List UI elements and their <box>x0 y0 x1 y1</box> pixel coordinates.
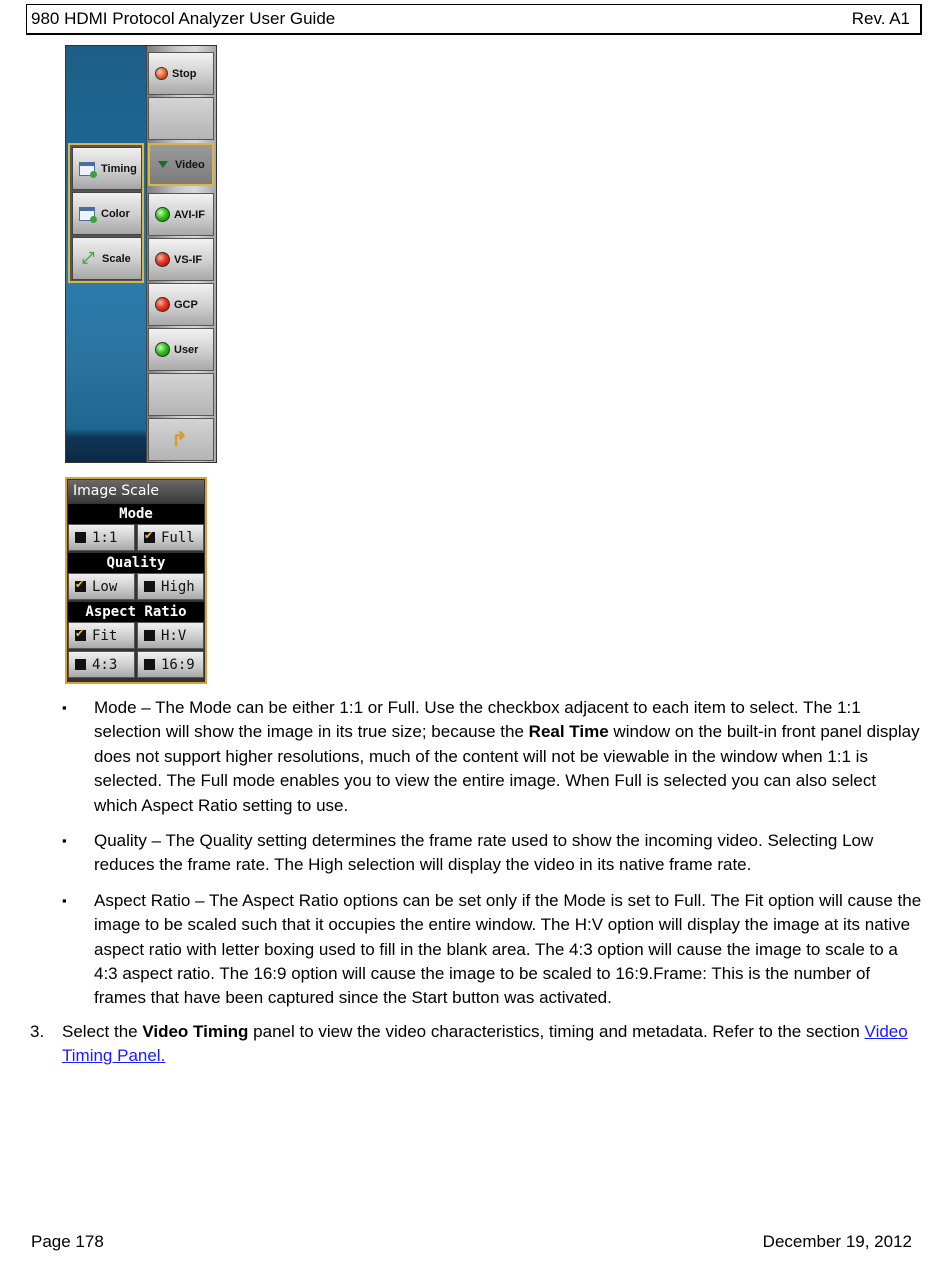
checkbox-icon[interactable] <box>75 532 86 543</box>
timing-button[interactable] <box>72 147 142 190</box>
left-panel-group <box>68 143 144 283</box>
bullet-aspect-ratio: ▪ Aspect Ratio – The Aspect Ratio options can be set only if the Mode is set to Full. The Fit option will cause the image to be scaled such that it occupies the entire window. The H:V option will display the image at its native aspect ratio with letter boxing used to fill in the blank area. The 4:3 option will cause the image to scale to a 4:3 aspect ratio. The 16:9 option will cause the image to be scaled to 16:9.Frame: This is the number of frames that have been captured since the Start button was activated. <box>62 890 922 1008</box>
color-button[interactable] <box>72 192 142 235</box>
scale-label: Scale <box>102 252 131 265</box>
checked-checkbox-icon[interactable] <box>75 581 86 592</box>
stop-icon <box>155 67 168 80</box>
bullet-marker: ▪ <box>62 700 67 715</box>
checkbox-icon[interactable] <box>75 659 86 670</box>
vs-if-button[interactable] <box>148 238 214 281</box>
gcp-button[interactable] <box>148 283 214 326</box>
aspect-4-3-option[interactable]: 4:3 <box>68 651 135 678</box>
mode-heading: Mode <box>68 504 204 524</box>
scale-button[interactable] <box>72 237 142 280</box>
red-status-icon <box>155 297 170 312</box>
bullet-marker: ▪ <box>62 833 67 849</box>
blank-button <box>148 373 214 416</box>
front-panel-screenshot <box>65 45 217 463</box>
window-icon <box>79 162 95 176</box>
stop-label: Stop <box>172 67 197 80</box>
bullet-term: Quality <box>94 831 147 851</box>
window-icon <box>79 207 95 221</box>
image-scale-panel <box>65 477 207 684</box>
avi-if-label: AVI-IF <box>174 208 205 221</box>
checkbox-icon[interactable] <box>144 659 155 670</box>
user-label: User <box>174 343 199 356</box>
aspect-fit-option[interactable]: ✔ Fit <box>68 622 135 649</box>
checked-checkbox-icon[interactable] <box>75 630 86 641</box>
stop-button[interactable] <box>148 52 214 95</box>
quality-heading: Quality <box>68 553 204 573</box>
quality-low-option[interactable]: ✔ Low <box>68 573 135 600</box>
vs-if-label: VS-IF <box>174 253 203 266</box>
blank-button <box>148 97 214 140</box>
quality-high-option[interactable]: High <box>137 573 204 600</box>
timing-label: Timing <box>101 162 137 175</box>
mode-1-1-option[interactable]: 1:1 <box>68 524 135 551</box>
video-button[interactable] <box>148 143 214 186</box>
checked-checkbox-icon[interactable] <box>144 532 155 543</box>
aspect-hv-option[interactable]: H:V <box>137 622 204 649</box>
image-scale-title: Image Scale <box>68 480 204 503</box>
bold-term: Real Time <box>528 722 609 742</box>
back-arrow-icon: ↱ <box>171 429 188 451</box>
green-status-icon <box>155 342 170 357</box>
scale-icon: ⤢ <box>81 249 95 267</box>
color-label: Color <box>101 207 130 220</box>
aspect-ratio-heading: Aspect Ratio <box>68 602 204 622</box>
step-number: 3. <box>30 1022 45 1041</box>
bold-term: Video Timing <box>142 1022 249 1041</box>
document-title: 980 HDMI Protocol Analyzer User Guide <box>31 9 336 28</box>
aspect-16-9-option[interactable]: 16:9 <box>137 651 204 678</box>
video-timing-panel-link[interactable]: Video Timing Panel <box>62 1022 908 1066</box>
red-status-icon <box>155 252 170 267</box>
document-date: December 19, 2012 <box>762 1232 912 1251</box>
back-button[interactable] <box>148 418 214 461</box>
mode-full-option[interactable]: ✔ Full <box>137 524 204 551</box>
checkbox-icon[interactable] <box>144 630 155 641</box>
triangle-down-icon <box>158 161 168 168</box>
checkbox-icon[interactable] <box>144 581 155 592</box>
video-label: Video <box>175 158 205 171</box>
page-header <box>26 4 922 35</box>
page-number: Page 178 <box>31 1232 104 1251</box>
revision-label: Rev. A1 <box>851 9 910 28</box>
user-button[interactable] <box>148 328 214 371</box>
avi-if-button[interactable] <box>148 193 214 236</box>
bullet-quality: ▪ Quality – The Quality setting determines the frame rate used to show the incoming video. Selecting Low reduces the frame rate. The High selection will display the video in its native frame rate. <box>62 831 874 875</box>
step-3: 3. Select the Video Timing panel to view the video characteristics, timing and metadata. Refer to the section Video Timing Panel. <box>30 1022 908 1066</box>
green-status-icon <box>155 207 170 222</box>
bullet-term: Aspect Ratio <box>94 890 191 910</box>
bullet-mode: ▪ Mode – The Mode can be either 1:1 or Full. Use the checkbox adjacent to each item to select. The 1:1 selection will show the image in its true size; because the Real Time window on the built-in front panel display does not support higher resolutions, much of the content will not be viewable in the window when 1:1 is selected. The Full mode enables you to view the entire image. When Full is selected you can also select which Aspect Ratio setting to use. <box>62 698 920 815</box>
bullet-marker: ▪ <box>62 892 67 908</box>
gcp-label: GCP <box>174 298 198 311</box>
bullet-term: Mode <box>94 698 137 717</box>
option-descriptions <box>62 696 922 1022</box>
